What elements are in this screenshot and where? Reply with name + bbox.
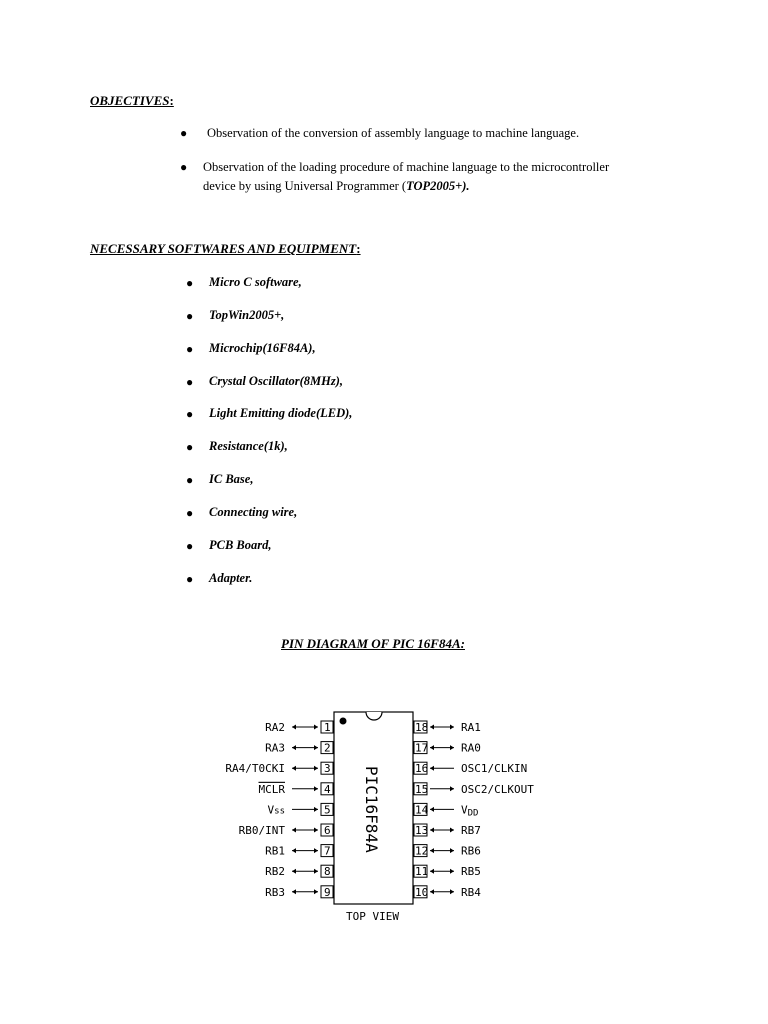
pin-name-label: RB0/INT [238,824,285,837]
objective-item-1: Observation of the conversion of assembly language to machine language. [207,126,580,140]
pin-name-label: VDD [461,803,479,819]
pin-name-label: RB7 [461,824,481,837]
equipment-item: IC Base, [209,472,254,486]
arrow-out-icon [292,848,296,853]
arrow-in-icon [430,889,434,894]
arrow-in-icon [430,828,434,833]
pin-number-label: 6 [324,824,331,837]
bullet-icon: ● [186,407,194,421]
bullet-icon: ● [186,572,194,586]
bullet-icon: ● [186,309,194,323]
equipment-item: Connecting wire, [209,505,298,519]
arrow-in-icon [314,745,318,750]
arrow-in-icon [314,786,318,791]
bullet-icon: ● [186,342,194,356]
pin-number-label: 9 [324,885,331,899]
pin-number-label: 11 [415,865,429,879]
objectives-heading-colon: : [169,93,174,108]
arrow-in-icon [430,766,434,771]
bullet-icon: ● [186,506,194,520]
bullet-icon: ● [180,160,188,174]
equipment-item: Microchip(16F84A), [209,341,316,355]
arrow-in-icon [314,725,318,730]
bullet-icon: ● [186,539,194,553]
equipment-heading-colon: : [356,241,361,256]
objectives-heading-text: OBJECTIVES [90,93,170,108]
bullet-icon: ● [186,375,194,389]
arrow-in-icon [314,848,318,853]
pin-diagram-heading: PIN DIAGRAM OF PIC 16F84A: [281,636,465,651]
arrow-out-icon [292,745,296,750]
pin-name-label: RB1 [265,844,285,858]
pin-name-label: RA1 [461,721,481,734]
top-view-label: TOP VIEW [346,910,399,923]
arrow-out-icon [292,889,296,894]
arrow-in-icon [430,848,434,853]
arrow-out-icon [292,828,296,833]
objective-item-2-line1: Observation of the loading procedure of machine language to the microcontroller [203,160,610,174]
pin-name-label: RA3 [265,741,285,755]
arrow-out-icon [292,869,296,874]
pin-name-label: RB6 [461,844,481,858]
pin-number-label: 3 [324,762,331,776]
equipment-item: PCB Board, [209,538,272,552]
arrow-out-icon [450,848,454,853]
pin-name-label: OSC1/CLKIN [461,762,528,776]
pin-number-label: 4 [324,782,331,796]
equipment-item: Adapter. [209,571,253,585]
arrow-out-icon [450,786,454,791]
pin-number-label: 12 [415,844,429,858]
arrow-in-icon [430,725,434,730]
pin-name-label: RA4/T0CKI [225,762,285,776]
arrow-in-icon [314,889,318,894]
equipment-item: Light Emitting diode(LED), [209,406,353,420]
objective-item-2-prefix: device by using Universal Programmer ( [203,179,407,193]
equipment-item: Micro C software, [209,275,302,289]
pin-number-label: 7 [324,844,331,858]
arrow-in-icon [314,869,318,874]
pin-number-label: 5 [324,803,331,817]
bullet-icon: ● [186,440,194,454]
pin-name-label: RB2 [265,865,285,879]
pin-number-label: 1 [324,721,331,734]
arrow-out-icon [292,725,296,730]
pin1-marker-dot [340,718,347,725]
pin-name-label: RB3 [265,885,285,899]
pin-number-label: 2 [324,741,331,755]
pin-name-label: RB4 [461,885,481,899]
pin-number-label: 17 [415,741,429,755]
bullet-icon: ● [186,473,194,487]
arrow-out-icon [450,745,454,750]
arrow-out-icon [450,869,454,874]
pin-number-label: 16 [415,762,429,776]
arrow-in-icon [430,745,434,750]
pin-number-label: 8 [324,865,331,879]
pin-name-label: RA0 [461,741,481,755]
pin-name-label: Vss [267,803,285,817]
pin-number-label: 13 [415,824,429,837]
equipment-item: Crystal Oscillator(8MHz), [209,374,344,388]
arrow-in-icon [314,807,318,812]
chip-label: PIC16F84A [362,766,381,853]
pin-number-label: 10 [415,885,429,899]
equipment-item: Resistance(1k), [209,439,288,453]
arrow-out-icon [450,828,454,833]
arrow-out-icon [450,889,454,894]
pin-number-label: 18 [415,721,429,734]
arrow-in-icon [430,869,434,874]
pin-number-label: 14 [415,803,429,817]
bullet-icon: ● [186,276,194,290]
arrow-in-icon [314,828,318,833]
pin-name-label: RA2 [265,721,285,734]
pin-name-label: OSC2/CLKOUT [461,782,534,796]
bullet-icon: ● [180,126,188,140]
arrow-in-icon [430,807,434,812]
equipment-item: TopWin2005+, [209,308,285,322]
pin-name-label: RB5 [461,865,481,879]
arrow-in-icon [314,766,318,771]
arrow-out-icon [450,725,454,730]
pin-name-label: MCLR [258,782,285,796]
arrow-out-icon [292,766,296,771]
pin-number-label: 15 [415,782,429,796]
objective-item-2-bold: TOP2005+). [406,179,470,193]
equipment-heading-text: NECESSARY SOFTWARES AND EQUIPMENT [90,241,357,256]
